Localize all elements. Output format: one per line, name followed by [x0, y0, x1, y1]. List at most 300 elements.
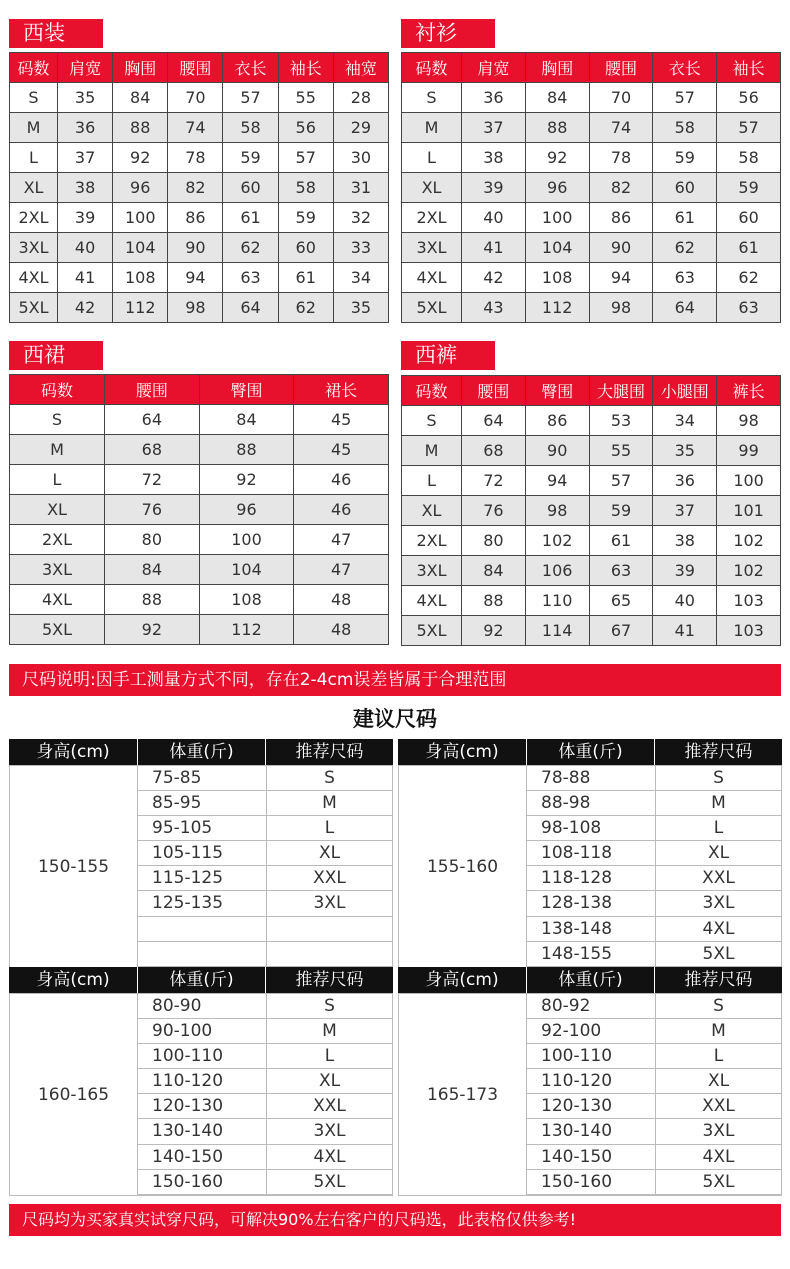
measurement-cell: 40: [653, 586, 717, 616]
recommend-body: [9, 993, 393, 1196]
recommend-block: [398, 739, 782, 968]
measurement-cell: 86: [525, 406, 589, 436]
measurement-cell: 80: [462, 526, 526, 556]
measurement-cell: 58: [653, 113, 717, 143]
measurement-cell: 55: [278, 83, 333, 113]
measurement-cell: 42: [58, 293, 113, 323]
column-header: 胸围: [113, 53, 168, 83]
measurement-cell: 53: [589, 406, 653, 436]
measurement-cell: 110: [525, 586, 589, 616]
measurement-cell: 47: [294, 555, 389, 585]
list-item: [527, 891, 781, 916]
size-cell: 3XL: [402, 233, 462, 263]
list-item: [527, 917, 781, 942]
recommended-size: M: [266, 791, 392, 816]
measurement-cell: 63: [223, 263, 278, 293]
measurement-cell: 32: [333, 203, 388, 233]
recommend-title: 建议尺码: [353, 707, 437, 731]
list-item: [138, 1119, 392, 1144]
recommend-header: [9, 739, 393, 765]
column-header: 体重(斤): [137, 967, 265, 993]
measurement-cell: 57: [717, 113, 781, 143]
weight-range: 115-125: [152, 868, 224, 889]
measurement-cell: 63: [589, 556, 653, 586]
measurement-cell: 92: [462, 616, 526, 646]
measurement-cell: 98: [717, 406, 781, 436]
column-header: 码数: [10, 53, 58, 83]
column-header: 肩宽: [462, 53, 526, 83]
weight-range: 140-150: [152, 1146, 224, 1167]
recommended-size: S: [655, 766, 781, 791]
size-cell: XL: [10, 495, 105, 525]
size-cell: 2XL: [402, 526, 462, 556]
recommend-body: [9, 765, 393, 968]
measurement-cell: 104: [525, 233, 589, 263]
measurement-cell: 62: [278, 293, 333, 323]
measurement-cell: 59: [653, 143, 717, 173]
measurement-cell: 86: [168, 203, 223, 233]
measurement-cell: 82: [589, 173, 653, 203]
weight-rows: [527, 994, 781, 1195]
recommend-body: [398, 993, 782, 1196]
measurement-cell: 35: [58, 83, 113, 113]
measurement-cell: 62: [717, 263, 781, 293]
list-item: [138, 1170, 392, 1195]
measurement-cell: 35: [653, 436, 717, 466]
measurement-cell: 56: [717, 83, 781, 113]
measurement-cell: 56: [278, 113, 333, 143]
measurement-cell: 112: [113, 293, 168, 323]
measurement-cell: 96: [525, 173, 589, 203]
measurement-cell: 70: [168, 83, 223, 113]
measurement-cell: 33: [333, 233, 388, 263]
table-row: [10, 143, 389, 173]
recommended-size: XL: [266, 1069, 392, 1094]
table-row: [402, 526, 781, 556]
size-cell: XL: [402, 173, 462, 203]
size-cell: M: [10, 435, 105, 465]
measurement-cell: 45: [294, 405, 389, 435]
measurement-cell: 106: [525, 556, 589, 586]
table-row: [10, 435, 389, 465]
measurement-cell: 88: [113, 113, 168, 143]
column-header: 码数: [402, 53, 462, 83]
jacket-title: 西装: [9, 19, 103, 48]
weight-range: 90-100: [152, 1021, 213, 1042]
list-item: [527, 994, 781, 1019]
table-row: [10, 173, 389, 203]
measurement-cell: 46: [294, 495, 389, 525]
measurement-cell: 58: [717, 143, 781, 173]
measurement-cell: 61: [223, 203, 278, 233]
measurement-cell: 100: [525, 203, 589, 233]
list-item: [138, 994, 392, 1019]
measurement-cell: 72: [462, 466, 526, 496]
size-cell: 5XL: [402, 293, 462, 323]
measurement-cell: 103: [717, 616, 781, 646]
size-cell: S: [402, 406, 462, 436]
recommended-size: S: [266, 766, 392, 791]
measurement-cell: 41: [653, 616, 717, 646]
recommend-header: [398, 739, 782, 765]
recommended-size: 5XL: [655, 1170, 781, 1195]
height-range: 150-155: [10, 766, 138, 967]
measurement-cell: 74: [168, 113, 223, 143]
table-row: [402, 83, 781, 113]
table-row: [402, 233, 781, 263]
size-cell: 5XL: [10, 615, 105, 645]
size-cell: 4XL: [10, 263, 58, 293]
recommended-size: 3XL: [266, 891, 392, 916]
column-header: 推荐尺码: [265, 739, 393, 765]
list-item: [138, 1094, 392, 1119]
table-row: [402, 556, 781, 586]
column-header: 裙长: [294, 375, 389, 405]
measurement-cell: 90: [589, 233, 653, 263]
size-cell: M: [402, 113, 462, 143]
size-cell: S: [10, 83, 58, 113]
list-item: [138, 891, 392, 916]
recommend-header: [398, 967, 782, 993]
weight-range: 105-115: [152, 843, 224, 864]
measurement-cell: 39: [653, 556, 717, 586]
shirt-size-chart: [401, 19, 781, 330]
table-row: [10, 495, 389, 525]
list-item: [527, 766, 781, 791]
column-header: 身高(cm): [36, 742, 110, 762]
recommended-size: 3XL: [655, 891, 781, 916]
weight-range: 148-155: [541, 943, 613, 964]
measurement-cell: 108: [525, 263, 589, 293]
measurement-cell: 84: [105, 555, 200, 585]
measurement-cell: 100: [717, 466, 781, 496]
measurement-cell: 78: [168, 143, 223, 173]
measurement-cell: 60: [717, 203, 781, 233]
size-cell: L: [10, 143, 58, 173]
recommended-size: XXL: [655, 1094, 781, 1119]
size-cell: 4XL: [402, 263, 462, 293]
measurement-cell: 55: [589, 436, 653, 466]
measurement-cell: 61: [717, 233, 781, 263]
column-header: 码数: [402, 376, 462, 406]
measurement-cell: 37: [58, 143, 113, 173]
recommend-block: [398, 967, 782, 1196]
measurement-cell: 98: [589, 293, 653, 323]
list-item: [138, 917, 392, 942]
measurement-cell: 29: [333, 113, 388, 143]
weight-range: 125-135: [152, 893, 224, 914]
column-header: 推荐尺码: [654, 967, 782, 993]
measurement-cell: 88: [525, 113, 589, 143]
column-header: 体重(斤): [137, 739, 265, 765]
list-item: [138, 791, 392, 816]
list-item: [527, 841, 781, 866]
measurement-cell: 88: [199, 435, 294, 465]
measurement-cell: 59: [717, 173, 781, 203]
measurement-cell: 60: [223, 173, 278, 203]
measurement-cell: 88: [105, 585, 200, 615]
measurement-cell: 59: [223, 143, 278, 173]
measurement-cell: 82: [168, 173, 223, 203]
weight-range: 85-95: [152, 793, 202, 814]
measurement-cell: 62: [653, 233, 717, 263]
measurement-cell: 31: [333, 173, 388, 203]
measurement-cell: 63: [653, 263, 717, 293]
measurement-cell: 98: [168, 293, 223, 323]
measurement-cell: 108: [199, 585, 294, 615]
weight-range: 78-88: [541, 768, 591, 788]
weight-range: 92-100: [541, 1021, 602, 1042]
measurement-cell: 104: [199, 555, 294, 585]
weight-range: 80-92: [541, 996, 591, 1016]
measurement-cell: 98: [525, 496, 589, 526]
measurement-cell: 57: [589, 466, 653, 496]
recommended-size: L: [655, 816, 781, 841]
measurement-cell: 40: [462, 203, 526, 233]
column-header: 腰围: [105, 375, 200, 405]
weight-range: 120-130: [152, 1096, 224, 1117]
trousers-rows: [402, 406, 781, 646]
size-cell: 3XL: [402, 556, 462, 586]
list-item: [527, 942, 781, 967]
measurement-cell: 65: [589, 586, 653, 616]
table-row: [10, 465, 389, 495]
recommended-size: 3XL: [266, 1119, 392, 1144]
measurement-note-banner: 尺码说明:因手工测量方式不同，存在2-4cm误差皆属于合理范围: [9, 664, 781, 696]
recommended-size: 5XL: [655, 942, 781, 967]
measurement-cell: 34: [333, 263, 388, 293]
measurement-cell: 64: [653, 293, 717, 323]
measurement-cell: 38: [58, 173, 113, 203]
measurement-cell: 47: [294, 525, 389, 555]
measurement-cell: 37: [462, 113, 526, 143]
column-header: 袖长: [717, 53, 781, 83]
measurement-cell: 102: [717, 556, 781, 586]
list-item: [527, 1019, 781, 1044]
recommended-size: 4XL: [655, 1145, 781, 1170]
measurement-cell: 68: [462, 436, 526, 466]
weight-range: 150-160: [541, 1171, 613, 1192]
shirt-table: [401, 52, 781, 323]
skirt-rows: [10, 405, 389, 645]
measurement-cell: 63: [717, 293, 781, 323]
measurement-cell: 64: [105, 405, 200, 435]
recommended-size: 4XL: [266, 1145, 392, 1170]
table-row: [10, 203, 389, 233]
measurement-cell: 92: [105, 615, 200, 645]
list-item: [138, 1145, 392, 1170]
column-header: 衣长: [223, 53, 278, 83]
weight-range: 128-138: [541, 893, 613, 914]
measurement-cell: 37: [653, 496, 717, 526]
measurement-cell: 78: [589, 143, 653, 173]
measurement-cell: 76: [105, 495, 200, 525]
recommend-block: [9, 739, 393, 968]
table-row: [402, 113, 781, 143]
measurement-cell: 100: [113, 203, 168, 233]
weight-range: 110-120: [541, 1071, 613, 1092]
measurement-cell: 60: [653, 173, 717, 203]
measurement-cell: 88: [462, 586, 526, 616]
height-range: 155-160: [399, 766, 527, 967]
size-cell: L: [402, 143, 462, 173]
column-header: 身高(cm): [36, 970, 110, 990]
measurement-cell: 34: [653, 406, 717, 436]
measurement-cell: 39: [58, 203, 113, 233]
weight-range: 75-85: [152, 768, 202, 788]
column-header: 袖宽: [333, 53, 388, 83]
size-cell: XL: [402, 496, 462, 526]
measurement-cell: 92: [525, 143, 589, 173]
recommended-size: L: [266, 816, 392, 841]
measurement-cell: 80: [105, 525, 200, 555]
table-row: [10, 83, 389, 113]
table-row: [10, 615, 389, 645]
list-item: [527, 1145, 781, 1170]
table-row: [10, 555, 389, 585]
column-header: 腰围: [462, 376, 526, 406]
list-item: [527, 1170, 781, 1195]
measurement-cell: 100: [199, 525, 294, 555]
size-cell: 3XL: [10, 233, 58, 263]
measurement-cell: 72: [105, 465, 200, 495]
table-row: [10, 113, 389, 143]
list-item: [138, 942, 392, 967]
jacket-rows: [10, 83, 389, 323]
recommend-block: [9, 967, 393, 1196]
measurement-cell: 36: [653, 466, 717, 496]
table-row: [402, 263, 781, 293]
recommended-size: M: [266, 1019, 392, 1044]
measurement-cell: 92: [199, 465, 294, 495]
measurement-cell: 59: [589, 496, 653, 526]
list-item: [527, 1044, 781, 1069]
measurement-cell: 57: [223, 83, 278, 113]
measurement-cell: 45: [294, 435, 389, 465]
measurement-cell: 30: [333, 143, 388, 173]
column-header: 臀围: [199, 375, 294, 405]
list-item: [138, 841, 392, 866]
weight-range: 100-110: [152, 1046, 224, 1067]
measurement-cell: 57: [278, 143, 333, 173]
measurement-cell: 68: [105, 435, 200, 465]
measurement-cell: 86: [589, 203, 653, 233]
column-header: 推荐尺码: [654, 739, 782, 765]
table-row: [10, 263, 389, 293]
size-cell: 2XL: [402, 203, 462, 233]
list-item: [138, 816, 392, 841]
measurement-cell: 84: [199, 405, 294, 435]
list-item: [527, 1119, 781, 1144]
measurement-cell: 108: [113, 263, 168, 293]
size-cell: 4XL: [402, 586, 462, 616]
recommended-size: L: [266, 1044, 392, 1069]
table-row: [402, 496, 781, 526]
measurement-cell: 92: [113, 143, 168, 173]
skirt-title: 西裙: [9, 341, 103, 370]
table-row: [402, 143, 781, 173]
size-cell: 2XL: [10, 525, 105, 555]
size-cell: L: [402, 466, 462, 496]
column-header: 身高(cm): [425, 970, 499, 990]
measurement-cell: 84: [113, 83, 168, 113]
weight-range: 140-150: [541, 1146, 613, 1167]
measurement-cell: 39: [462, 173, 526, 203]
trousers-table: [401, 375, 781, 646]
measurement-cell: 64: [223, 293, 278, 323]
measurement-cell: 102: [717, 526, 781, 556]
size-cell: S: [10, 405, 105, 435]
measurement-cell: 90: [525, 436, 589, 466]
table-row: [10, 405, 389, 435]
measurement-cell: 94: [525, 466, 589, 496]
recommended-size: XXL: [266, 1094, 392, 1119]
column-header: 袖长: [278, 53, 333, 83]
list-item: [138, 1069, 392, 1094]
table-row: [10, 233, 389, 263]
measurement-cell: 41: [462, 233, 526, 263]
height-range: 160-165: [10, 994, 138, 1195]
size-cell: 5XL: [402, 616, 462, 646]
trousers-size-chart: [401, 341, 781, 656]
measurement-cell: 96: [199, 495, 294, 525]
weight-range: 130-140: [541, 1121, 613, 1142]
skirt-size-chart: [9, 341, 389, 654]
measurement-cell: 64: [462, 406, 526, 436]
recommended-size: S: [655, 994, 781, 1019]
measurement-cell: 114: [525, 616, 589, 646]
table-row: [10, 293, 389, 323]
measurement-cell: 35: [333, 293, 388, 323]
measurement-cell: 102: [525, 526, 589, 556]
measurement-cell: 101: [717, 496, 781, 526]
measurement-cell: 36: [58, 113, 113, 143]
recommend-header: [9, 967, 393, 993]
measurement-cell: 60: [278, 233, 333, 263]
measurement-cell: 70: [589, 83, 653, 113]
weight-range: 108-118: [541, 843, 613, 864]
weight-range: 100-110: [541, 1046, 613, 1067]
measurement-cell: 61: [278, 263, 333, 293]
recommended-size: 4XL: [655, 917, 781, 942]
size-cell: 2XL: [10, 203, 58, 233]
weight-rows: [527, 766, 781, 967]
list-item: [527, 816, 781, 841]
size-cell: S: [402, 83, 462, 113]
size-cell: 5XL: [10, 293, 58, 323]
measurement-cell: 96: [113, 173, 168, 203]
recommended-size: 3XL: [655, 1119, 781, 1144]
weight-rows: [138, 994, 392, 1195]
weight-range: 95-105: [152, 818, 213, 839]
measurement-cell: 57: [653, 83, 717, 113]
table-row: [402, 586, 781, 616]
measurement-cell: 103: [717, 586, 781, 616]
measurement-cell: 94: [168, 263, 223, 293]
measurement-cell: 99: [717, 436, 781, 466]
recommended-size: [266, 942, 392, 967]
measurement-cell: 38: [653, 526, 717, 556]
size-cell: 4XL: [10, 585, 105, 615]
column-header: 大腿围: [589, 376, 653, 406]
measurement-cell: 112: [199, 615, 294, 645]
recommended-size: XL: [655, 1069, 781, 1094]
recommended-size: XL: [655, 841, 781, 866]
measurement-cell: 59: [278, 203, 333, 233]
column-header: 身高(cm): [425, 742, 499, 762]
weight-range: 130-140: [152, 1121, 224, 1142]
weight-range: 110-120: [152, 1071, 224, 1092]
